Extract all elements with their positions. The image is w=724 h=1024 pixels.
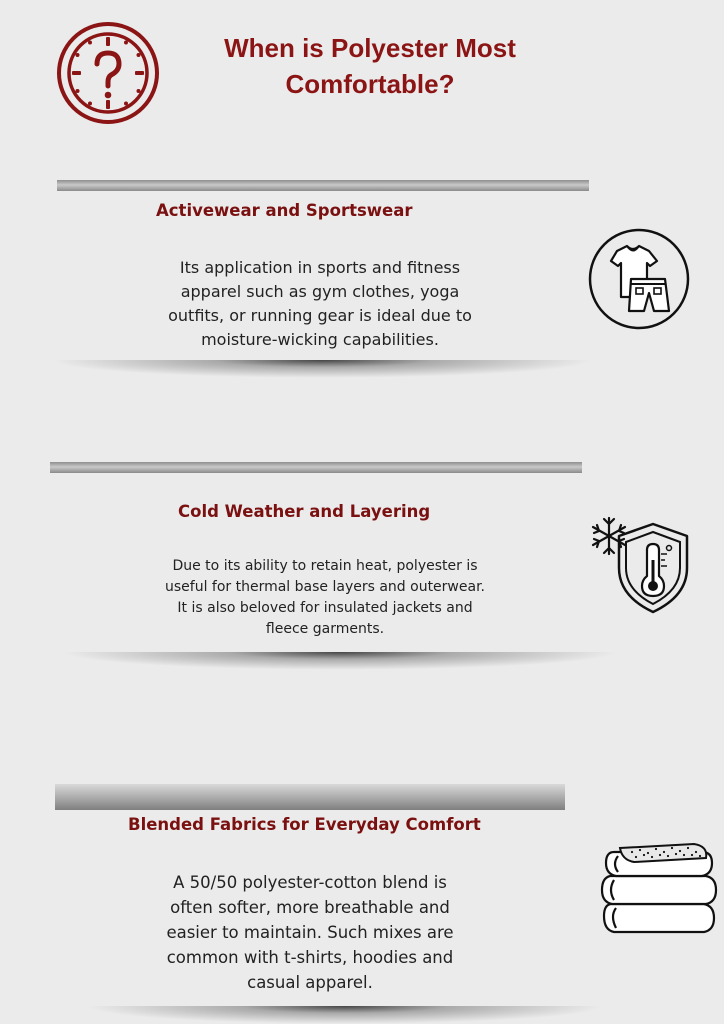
section-description xyxy=(100,556,550,640)
card-shadow xyxy=(50,360,595,378)
section-divider-bar xyxy=(57,180,589,191)
description-line: easier to maintain. Such mixes are xyxy=(166,923,454,942)
title-line-2: Comfortable? xyxy=(285,69,455,99)
description-line: often softer, more breathable and xyxy=(170,898,450,917)
description-line: apparel such as gym clothes, yoga xyxy=(180,282,460,301)
description-line: casual apparel. xyxy=(247,973,373,992)
description-line: fleece garments. xyxy=(265,621,385,637)
clock-question-icon xyxy=(55,20,161,126)
description-line: Its application in sports and fitness xyxy=(179,258,461,277)
section-heading: Cold Weather and Layering xyxy=(178,502,431,521)
card-shadow xyxy=(60,652,620,670)
section-heading: Activewear and Sportswear xyxy=(156,201,413,220)
description-line: It is also beloved for insulated jackets and xyxy=(177,600,473,616)
section-description xyxy=(85,870,535,995)
description-line: useful for thermal base layers and outerwear. xyxy=(164,579,485,595)
description-line: moisture-wicking capabilities. xyxy=(201,330,439,349)
page-title xyxy=(190,30,550,102)
snowflake-thermometer-shield-icon xyxy=(585,510,695,620)
section-heading: Blended Fabrics for Everyday Comfort xyxy=(128,815,481,834)
title-line-1: When is Polyester Most xyxy=(224,33,516,63)
section-divider-bar xyxy=(55,784,565,810)
clothing-shirt-shorts-icon xyxy=(587,227,691,331)
section-divider-bar xyxy=(50,462,582,473)
description-line: common with t-shirts, hoodies and xyxy=(166,948,454,967)
section-description xyxy=(95,256,545,352)
description-line: A 50/50 polyester-cotton blend is xyxy=(173,873,447,892)
description-line: outfits, or running gear is ideal due to xyxy=(168,306,472,325)
description-line: Due to its ability to retain heat, polyester is xyxy=(172,558,478,574)
card-shadow xyxy=(85,1006,605,1024)
folded-blankets-icon xyxy=(598,836,720,948)
